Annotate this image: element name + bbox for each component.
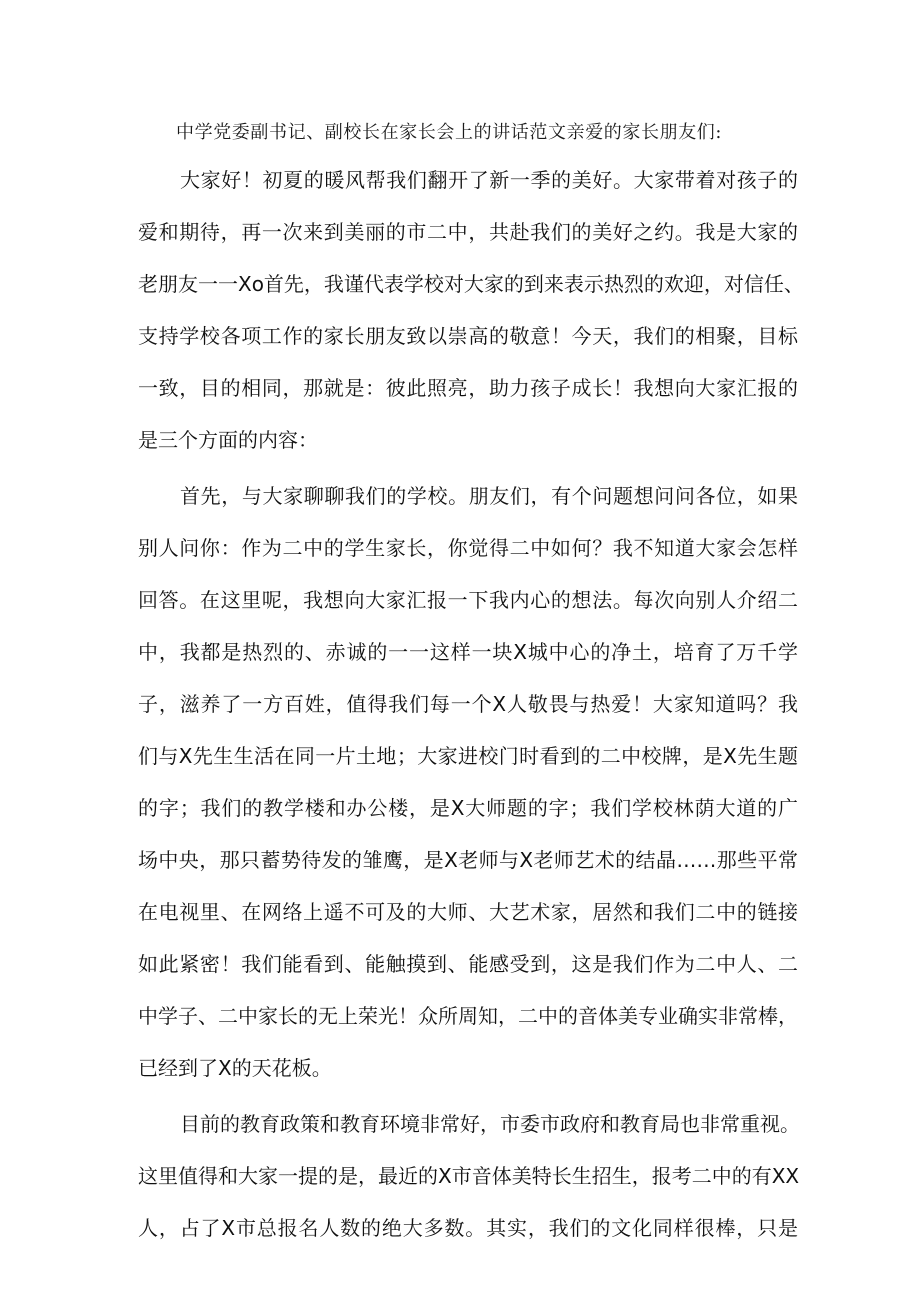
paragraph-3-line-2: 这里值得和大家一提的是，最近的X市音体美特长生招生，报考二中的有XX: [138, 1164, 800, 1188]
paragraph-2-line-2: 别人问你：作为二中的学生家长，你觉得二中如何？我不知道大家会怎样: [138, 536, 798, 560]
paragraph-1-line-4: 支持学校各项工作的家长朋友致以崇高的敬意！今天，我们的相聚，目标: [138, 324, 798, 348]
paragraph-2-line-3: 回答。在这里呢，我想向大家汇报一下我内心的想法。每次向别人介绍二: [138, 588, 798, 612]
paragraph-2-line-12: 已经到了X的天花板。: [138, 1056, 332, 1080]
paragraph-3-line-1: 目前的教育政策和教育环境非常好，市委市政府和教育局也非常重视。: [180, 1112, 800, 1136]
paragraph-2-line-4: 中，我都是热烈的、赤诚的一一这样一块X城中心的净土，培育了万千学: [138, 640, 798, 664]
paragraph-2-line-6: 们与X先生生活在同一片土地；大家进校门时看到的二中校牌，是X先生题: [138, 744, 798, 768]
paragraph-2-line-7: 的字；我们的教学楼和办公楼，是X大师题的字；我们学校林荫大道的广: [138, 796, 798, 820]
paragraph-2-line-8: 场中央，那只蓄势待发的雏鹰，是X老师与X老师艺术的结晶……那些平常: [138, 848, 798, 872]
paragraph-1-line-5: 一致，目的相同，那就是：彼此照亮，助力孩子成长！我想向大家汇报的: [138, 376, 798, 400]
document-title: 中学党委副书记、副校长在家长会上的讲话范文亲爱的家长朋友们:: [176, 122, 723, 143]
paragraph-2-line-9: 在电视里、在网络上遥不可及的大师、大艺术家，居然和我们二中的链接: [138, 900, 798, 924]
paragraph-2-line-5: 子，滋养了一方百姓，值得我们每一个X人敬畏与热爱！大家知道吗？我: [138, 692, 798, 716]
paragraph-2-line-11: 中学子、二中家长的无上荣光！众所周知，二中的音体美专业确实非常棒，: [138, 1004, 798, 1028]
paragraph-1-line-6: 是三个方面的内容：: [138, 428, 318, 452]
paragraph-3-line-3: 人，占了X市总报名人数的绝大多数。其实，我们的文化同样很棒，只是: [138, 1216, 798, 1240]
paragraph-2-line-1: 首先，与大家聊聊我们的学校。朋友们，有个问题想问问各位，如果: [180, 484, 798, 508]
paragraph-1-line-1: 大家好！初夏的暖风帮我们翻开了新一季的美好。大家带着对孩子的: [180, 168, 798, 192]
paragraph-1-line-3: 老朋友一一Xo首先，我谨代表学校对大家的到来表示热烈的欢迎，对信任、: [138, 272, 804, 296]
paragraph-1-line-2: 爱和期待，再一次来到美丽的市二中，共赴我们的美好之约。我是大家的: [138, 220, 798, 244]
paragraph-2-line-10: 如此紧密！我们能看到、能触摸到、能感受到，这是我们作为二中人、二: [138, 952, 798, 976]
